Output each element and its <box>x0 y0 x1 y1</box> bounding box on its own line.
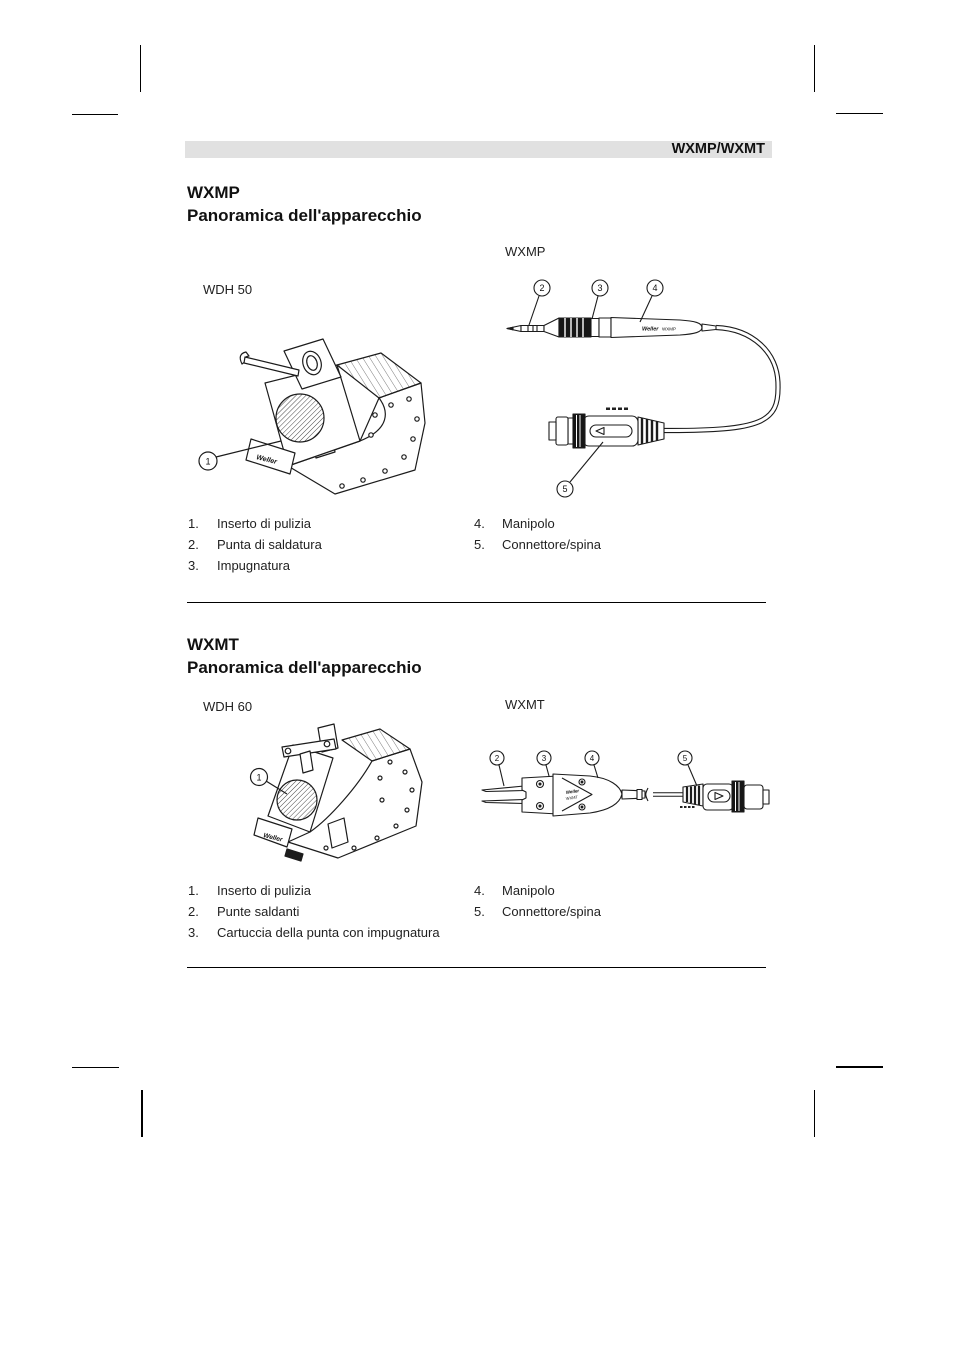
crop-mark-bottom-right-h <box>836 1066 883 1068</box>
crop-mark-top-right-h <box>836 113 883 114</box>
legend-item-label: Inserto di pulizia <box>217 516 311 531</box>
crop-mark-top-right-v <box>814 45 815 92</box>
callout-2: 2 <box>539 283 545 293</box>
legend-item-number: 1. <box>188 516 199 531</box>
crop-mark-bottom-right-v <box>814 1090 815 1137</box>
crop-mark-bottom-left-v <box>141 1090 143 1137</box>
stand-brand-label: Weller <box>255 454 278 466</box>
callout-5: 5 <box>562 484 568 494</box>
callout-3: 3 <box>541 754 547 763</box>
cleaning-insert-mesh <box>277 780 317 820</box>
legend-item-label: Manipolo <box>502 516 555 531</box>
crop-mark-top-left-v <box>140 45 141 92</box>
legend-item-label: Connettore/spina <box>502 904 602 919</box>
crop-mark-top-left-h <box>72 114 118 115</box>
callout-1: 1 <box>256 772 262 783</box>
pen-tail <box>702 324 716 331</box>
legend-item-label: Inserto di pulizia <box>217 883 311 898</box>
callout-2-leader <box>529 296 539 325</box>
connector-assembly <box>549 414 664 448</box>
legend-item-label: Punta di saldatura <box>217 537 322 552</box>
figure-label-wxmp: WXMP <box>505 244 546 259</box>
page-header: WXMP/WXMT <box>185 141 772 158</box>
legend-item-number: 5. <box>474 537 485 552</box>
wdh60-stand-drawing <box>230 718 450 870</box>
tweezer-tip-upper <box>482 786 524 792</box>
legend-item-number: 3. <box>188 925 199 940</box>
connector-print-marks <box>606 408 628 411</box>
tweezer-tip-lower <box>482 800 524 804</box>
connector-assembly <box>683 781 769 812</box>
grip-cone <box>544 318 559 337</box>
connector-knurl-ring <box>573 414 585 448</box>
connector-cap <box>556 417 568 445</box>
callout-4-leader <box>640 296 652 322</box>
legend-item-number: 4. <box>474 883 485 898</box>
legend-item-number: 4. <box>474 516 485 531</box>
pen-model-label: WXMP <box>662 326 676 332</box>
callout-4: 4 <box>589 754 595 763</box>
legend-item-number: 3. <box>188 558 199 573</box>
tweezer-rest-post <box>300 751 313 773</box>
figure-label-wdh60: WDH 60 <box>203 699 253 714</box>
legend-item-number: 2. <box>188 537 199 552</box>
tweezer-brand-label: Weller <box>565 788 580 795</box>
pen-brand-label: Weller <box>642 326 659 333</box>
legend-item-number: 1. <box>188 883 199 898</box>
callout-5-leader <box>688 765 697 786</box>
stand-brand-label: Weller <box>262 832 284 844</box>
section-divider <box>187 967 766 968</box>
figure-label-wxmt: WXMT <box>505 697 545 712</box>
legend-item-number: 5. <box>474 904 485 919</box>
callout-2: 2 <box>494 754 500 763</box>
connector-print-marks <box>680 806 695 808</box>
tweezer-model-label: WXMT <box>565 794 579 801</box>
callout-4: 4 <box>652 283 658 293</box>
pen-grip <box>559 318 591 337</box>
section-title-wxmt: WXMT <box>187 635 239 654</box>
legend-item-label: Manipolo <box>502 883 555 898</box>
section-title-wxmp: WXMP <box>187 183 240 202</box>
stand-lower-mark <box>285 849 303 861</box>
stand-clip <box>328 818 348 848</box>
legend-item-label: Cartuccia della punta con impugnatura <box>217 925 440 940</box>
connector-cap <box>744 785 763 809</box>
legend-item-number: 2. <box>188 904 199 919</box>
wxmp-tool-drawing <box>480 270 810 510</box>
callout-3: 3 <box>597 283 603 293</box>
legend-item-label: Punte saldanti <box>217 904 300 919</box>
callout-2-leader <box>499 765 504 786</box>
section-subtitle-wxmt: Panoramica dell'apparecchio <box>187 658 422 677</box>
figure-label-wdh50: WDH 50 <box>203 282 253 297</box>
wxmt-tool-drawing <box>470 730 780 840</box>
legend-item-label: Impugnatura <box>217 558 290 573</box>
callout-1: 1 <box>205 456 211 467</box>
crop-mark-bottom-left-h <box>72 1067 119 1068</box>
legend-item-label: Connettore/spina <box>502 537 602 552</box>
callout-3-leader <box>546 765 549 776</box>
wdh50-stand-drawing <box>185 323 445 503</box>
connector-knurl-ring <box>732 781 744 812</box>
section-divider <box>187 602 766 603</box>
cleaning-insert-mesh <box>276 394 324 442</box>
callout-3-leader <box>592 296 598 319</box>
section-subtitle-wxmp: Panoramica dell'apparecchio <box>187 206 422 225</box>
callout-5: 5 <box>682 754 688 763</box>
